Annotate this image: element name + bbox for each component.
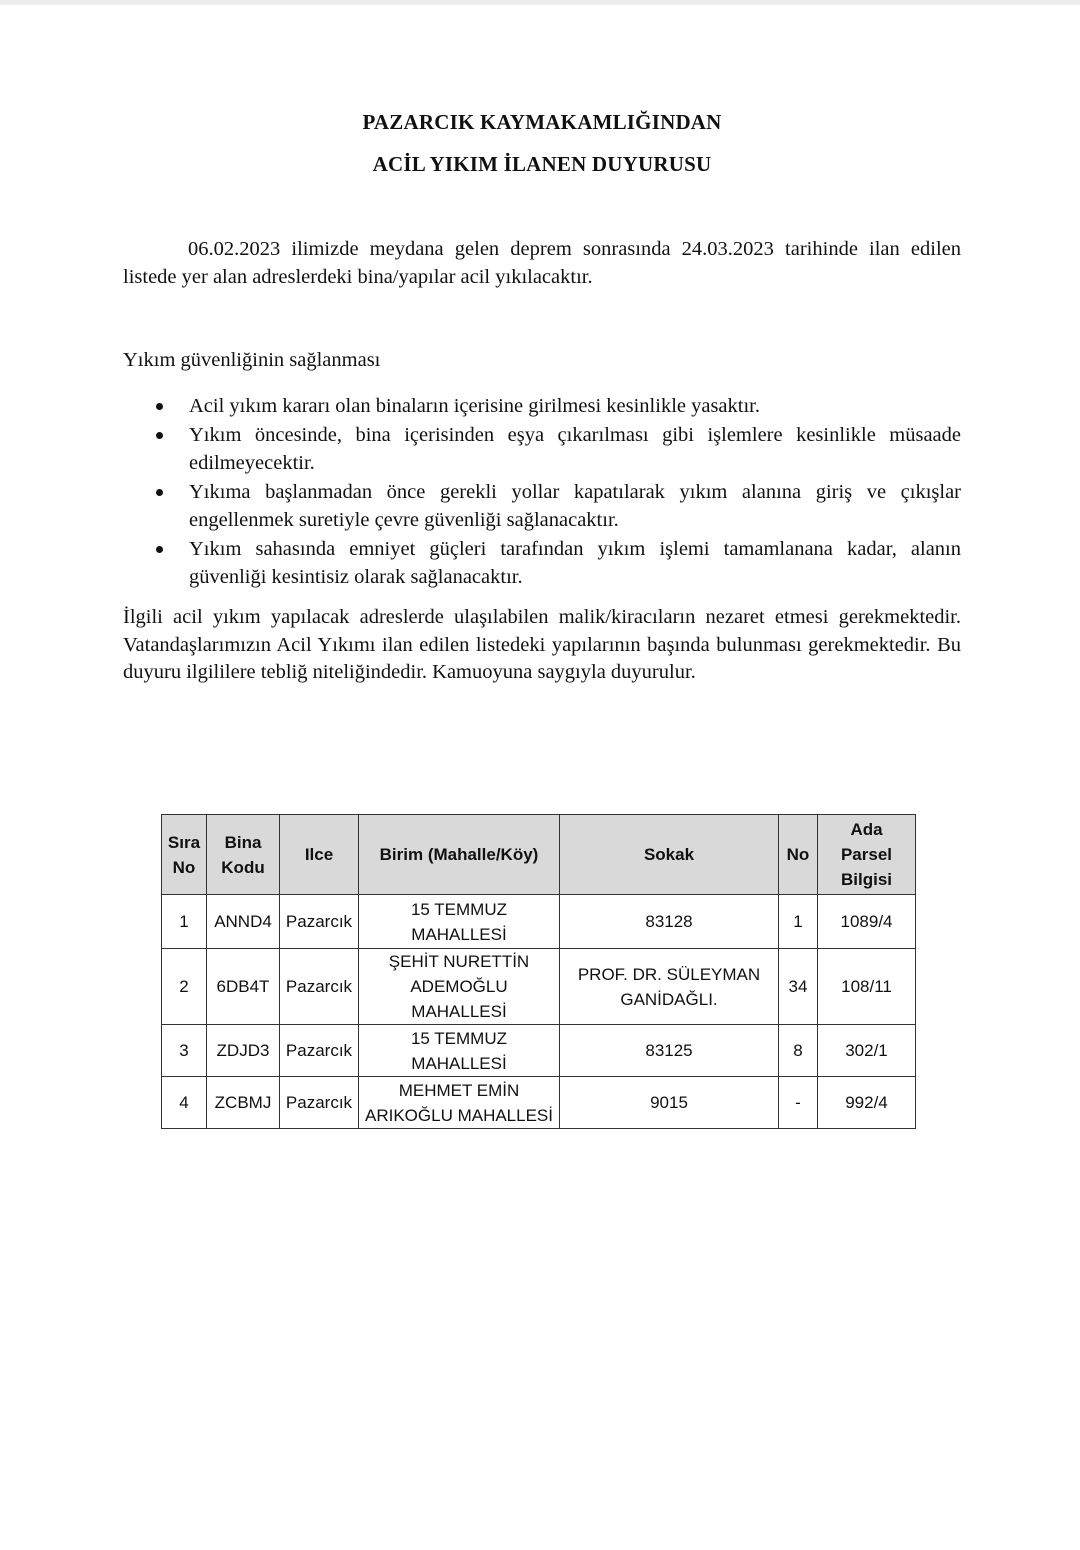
safety-item-text: Acil yıkım kararı olan binaların içerisine girilmesi kesinlikle yasaktır. (189, 395, 760, 417)
table-row (162, 1077, 916, 1129)
col-header-bina: Bina Kodu (207, 815, 280, 895)
cell-no: - (779, 1077, 818, 1129)
col-header-birim: Birim (Mahalle/Köy) (359, 815, 560, 895)
table-row (162, 1025, 916, 1077)
col-header-ada: Ada Parsel Bilgisi (818, 815, 916, 895)
cell-bina: ZCBMJ (207, 1077, 280, 1129)
cell-bina: 6DB4T (207, 949, 280, 1025)
cell-ada: 992/4 (818, 1077, 916, 1129)
bullet-icon (156, 432, 163, 439)
col-header-ilce: Ilce (280, 815, 359, 895)
col-header-sira: Sıra No (162, 815, 207, 895)
cell-no: 8 (779, 1025, 818, 1077)
cell-sokak: PROF. DR. SÜLEYMAN GANİDAĞLI. (560, 949, 779, 1025)
cell-no: 1 (779, 895, 818, 949)
cell-bina: ANND4 (207, 895, 280, 949)
cell-ilce: Pazarcık (280, 1077, 359, 1129)
col-header-sokak: Sokak (560, 815, 779, 895)
bullet-icon (156, 489, 163, 496)
demolition-table-wrapper (161, 814, 916, 1129)
closing-paragraph: İlgili acil yıkım yapılacak adreslerde ulaşılabilen malik/kiracıların nezaret etmesi gerekmektedir. Vatandaşlarımızın Acil Yıkımı ilan edilen listedeki yapılarının başında bulunması gerekmektedir. Bu duyuru ilgililere tebliğ niteliğindedir. Kamuoyuna saygıyla duyurulur. (123, 606, 961, 683)
safety-item-text: Yıkım sahasında emniyet güçleri tarafından yıkım işlemi tamamlanana kadar, alanın güvenliği kesintisiz olarak sağlanacaktır. (189, 537, 961, 588)
cell-no: 34 (779, 949, 818, 1025)
bullet-icon (156, 403, 163, 410)
table-header-row (162, 815, 916, 895)
table-row (162, 895, 916, 949)
cell-ilce: Pazarcık (280, 895, 359, 949)
safety-list (123, 392, 961, 592)
safety-item (123, 421, 961, 478)
cell-ada: 1089/4 (818, 895, 916, 949)
document-title: PAZARCIK KAYMAKAMLIĞINDAN (362, 110, 722, 134)
safety-item-text: Yıkıma başlanmadan önce gerekli yollar kapatılarak yıkım alanına giriş ve çıkışlar engellenmek suretiyle çevre güvenliği sağlanacaktır. (189, 480, 961, 531)
cell-birim: MEHMET EMİN ARIKOĞLU MAHALLESİ (359, 1077, 560, 1129)
table-row (162, 949, 916, 1025)
cell-birim: 15 TEMMUZ MAHALLESİ (359, 895, 560, 949)
cell-sira: 1 (162, 895, 207, 949)
cell-birim: 15 TEMMUZ MAHALLESİ (359, 1025, 560, 1077)
safety-item-text: Yıkım öncesinde, bina içerisinden eşya çıkarılması gibi işlemlere kesinlikle müsaade edilmeyecektir. (189, 423, 961, 474)
cell-sokak: 83128 (560, 895, 779, 949)
cell-sira: 3 (162, 1025, 207, 1077)
safety-item (123, 392, 961, 421)
cell-bina: ZDJD3 (207, 1025, 280, 1077)
cell-sira: 4 (162, 1077, 207, 1129)
cell-ada: 302/1 (818, 1025, 916, 1077)
safety-item (123, 478, 961, 535)
col-header-no: No (779, 815, 818, 895)
cell-sokak: 83125 (560, 1025, 779, 1077)
safety-heading: Yıkım güvenliğinin sağlanması (123, 349, 381, 371)
document-subtitle: ACİL YIKIM İLANEN DUYURUSU (372, 152, 712, 176)
cell-sokak: 9015 (560, 1077, 779, 1129)
demolition-table (161, 814, 916, 1129)
bullet-icon (156, 546, 163, 553)
intro-paragraph: 06.02.2023 ilimizde meydana gelen deprem sonrasında 24.03.2023 tarihinde ilan edilen listede yer alan adreslerdeki bina/yapılar acil yıkılacaktır. (123, 238, 961, 288)
cell-ilce: Pazarcık (280, 1025, 359, 1077)
safety-item (123, 535, 961, 592)
cell-ada: 108/11 (818, 949, 916, 1025)
top-edge (0, 0, 1080, 5)
cell-sira: 2 (162, 949, 207, 1025)
cell-birim: ŞEHİT NURETTİN ADEMOĞLU MAHALLESİ (359, 949, 560, 1025)
cell-ilce: Pazarcık (280, 949, 359, 1025)
